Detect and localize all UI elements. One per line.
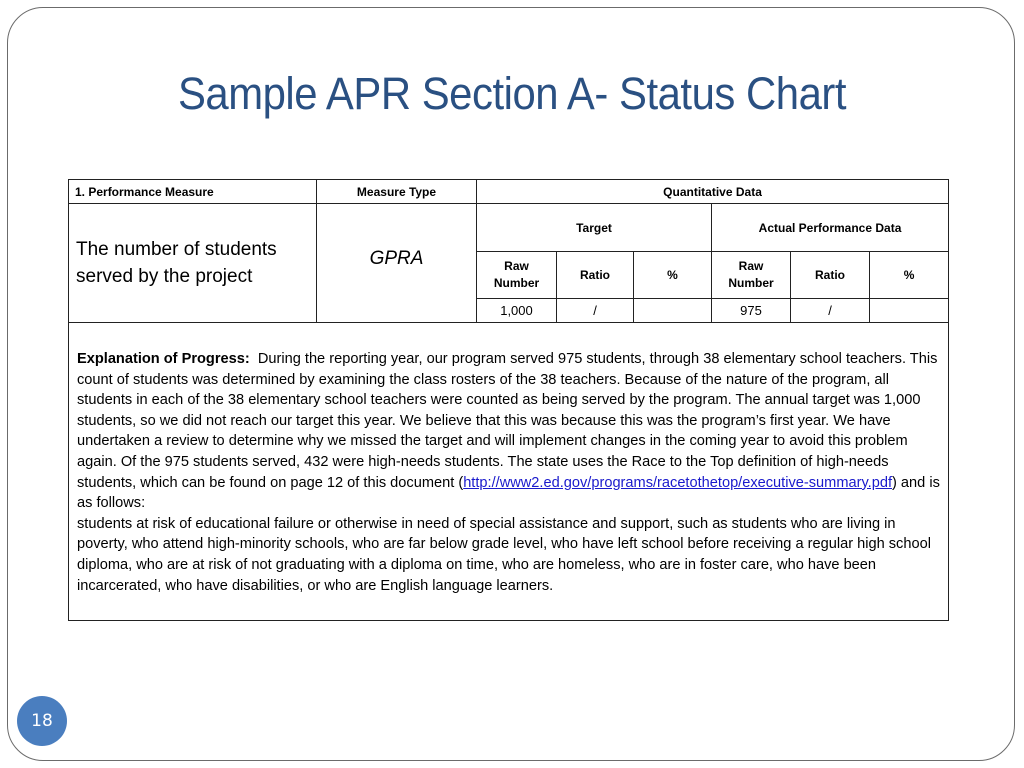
header-quantitative-data: Quantitative Data (477, 180, 949, 204)
subheader-target-ratio: Ratio (557, 252, 634, 299)
target-ratio: / (557, 299, 634, 323)
explanation-row (69, 323, 949, 621)
target-raw-number: 1,000 (477, 299, 557, 323)
high-needs-definition: students at risk of educational failure or otherwise in need of special assistance and support, such as students who are living in poverty, who attend high-minority schools, who are far below grade level, who have left school before receiving a regular high school diploma, who are at risk of not graduating with a diploma on time, who are homeless, who are in foster care, who have been incarcerated, who have disabilities, or who are English language learners. (77, 515, 931, 594)
explanation-text: During the reporting year, our program served 975 students, through 38 elementary school teachers. This count of students was determined by examining the class rosters of the 38 teachers. Because of the nature of the program, all students in each of the 38 elementary school teachers were counted as being served by the program. The annual target was 1,000 students, so we did not reach our target this year. We believe that this was because this was the program’s first year. We have undertaken a review to determine why we missed the target and will implement changes in the coming year to avoid this problem again. Of the 975 students served, 432 were high-needs students. The state uses the Race to the Top definition of high-needs students, which can be found on page 12 of this document ( (77, 351, 938, 491)
header-performance-measure: 1. Performance Measure (69, 180, 317, 204)
group-row (69, 204, 949, 252)
header-measure-type: Measure Type (317, 180, 477, 204)
raw-label-line1: Raw (738, 259, 764, 273)
target-percent (634, 299, 712, 323)
subheader-actual-ratio: Ratio (791, 252, 870, 299)
executive-summary-link[interactable]: http://www2.ed.gov/programs/racetothetop/executive-summary.pdf (463, 474, 893, 491)
slide-title: Sample APR Section A- Status Chart (177, 68, 847, 119)
explanation-text-after-link: ) and is as follows: (77, 474, 940, 512)
group-actual-performance: Actual Performance Data (712, 204, 949, 252)
raw-label-line1: Raw (504, 259, 529, 273)
status-chart-table (68, 179, 949, 621)
subheader-target-raw-number (477, 252, 557, 299)
actual-ratio: / (791, 299, 870, 323)
raw-label-line2: Number (728, 276, 774, 290)
raw-label-line2: Number (493, 276, 540, 290)
explanation-label: Explanation of Progress: (77, 351, 250, 367)
performance-measure-cell: The number of students served by the project (69, 204, 317, 323)
explanation-of-progress (69, 323, 949, 621)
actual-raw-number: 975 (712, 299, 791, 323)
page-number-badge: 18 (17, 696, 67, 746)
group-target: Target (477, 204, 712, 252)
actual-percent (870, 299, 949, 323)
measure-type-cell: GPRA (317, 204, 477, 323)
subheader-actual-raw-number (712, 252, 791, 299)
subheader-target-percent: % (634, 252, 712, 299)
subheader-actual-percent: % (870, 252, 949, 299)
header-row (69, 180, 949, 204)
